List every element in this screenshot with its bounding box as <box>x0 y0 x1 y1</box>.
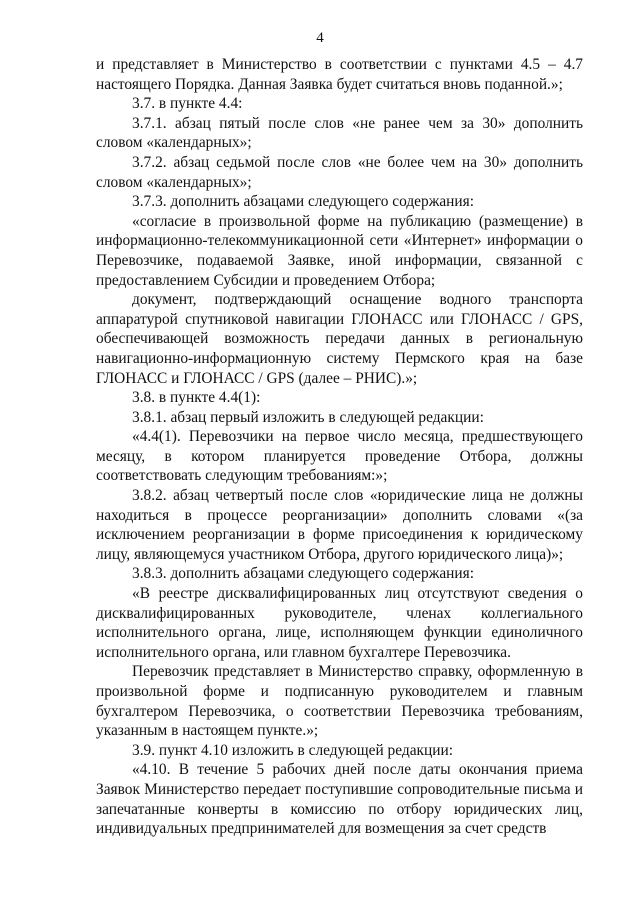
paragraph-glonass-document: документ, подтверждающий оснащение водного транспорта аппаратурой спутниковой навигации ГЛОНАСС или ГЛОНАСС / GPS, обеспечивающей возможность передачи данных в региональную навигационно-информационную систему Пермского края на базе ГЛОНАСС и ГЛОНАСС / GPS (далее – РНИС).»; <box>96 291 583 387</box>
page-number: 4 <box>316 30 324 46</box>
paragraph-3-7-3: 3.7.3. дополнить абзацами следующего содержания: <box>132 193 474 211</box>
paragraph-3-9: 3.9. пункт 4.10 изложить в следующей редакции: <box>132 741 453 759</box>
paragraph-carrier-certificate: Перевозчик представляет в Министерство справку, оформленную в произвольной форме и подписанную руководителем и главным бухгалтером Перевозчика, о соответствии Перевозчика требованиям, указанным в настоящем пункте.»; <box>96 663 583 740</box>
paragraph-disqualified-register: «В реестре дисквалифицированных лиц отсутствуют сведения о дисквалифицированных руководителе, членах коллегиального исполнительного органа, лице, исполняющем функции единоличного исполнительного органа, или главном бухгалтере Перевозчика. <box>96 585 583 661</box>
paragraph-3-8-3: 3.8.3. дополнить абзацами следующего содержания: <box>132 565 474 583</box>
paragraph-continuation: и представляет в Министерство в соответствии с пунктами 4.5 – 4.7 настоящего Порядка. Данная Заявка будет считаться вновь поданной.»; <box>96 56 583 93</box>
paragraph-3-7-2: 3.7.2. абзац седьмой после слов «не более чем на 30» дополнить словом «календарных»; <box>96 153 583 191</box>
paragraph-4-4-1: «4.4(1). Перевозчики на первое число месяца, предшествующего месяцу, в котором планируется проведение Отбора, должны соответствовать следующим требованиям:»; <box>96 428 583 485</box>
paragraph-3-7: 3.7. в пункте 4.4: <box>132 95 243 113</box>
paragraph-3-8-2: 3.8.2. абзац четвертый после слов «юридические лица не должны находиться в процессе реорганизации» дополнить словами «(за исключением реорганизации в форме присоединения к юридическому лицу, являющемуся участником Отбора, другого юридического лица)»; <box>96 487 583 563</box>
paragraph-4-10: «4.10. В течение 5 рабочих дней после даты окончания приема Заявок Министерство передает поступившие сопроводительные письма и запечатанные конверты в комиссию по отбору юридических лиц, индивидуальных предпринимателей для возмещения за счет средств <box>96 761 583 838</box>
paragraph-3-8: 3.8. в пункте 4.4(1): <box>132 389 261 407</box>
document-body <box>96 55 583 839</box>
paragraph-consent: «согласие в произвольной форме на публикацию (размещение) в информационно-телекоммуникационной сети «Интернет» информации о Перевозчике, подаваемой Заявке, иной информации, связанной с предоставлением Субсидии и проведением Отбора; <box>96 212 583 289</box>
paragraph-3-7-1: 3.7.1. абзац пятый после слов «не ранее чем за 30» дополнить словом «календарных»; <box>96 114 583 152</box>
paragraph-3-8-1: 3.8.1. абзац первый изложить в следующей редакции: <box>132 408 484 426</box>
